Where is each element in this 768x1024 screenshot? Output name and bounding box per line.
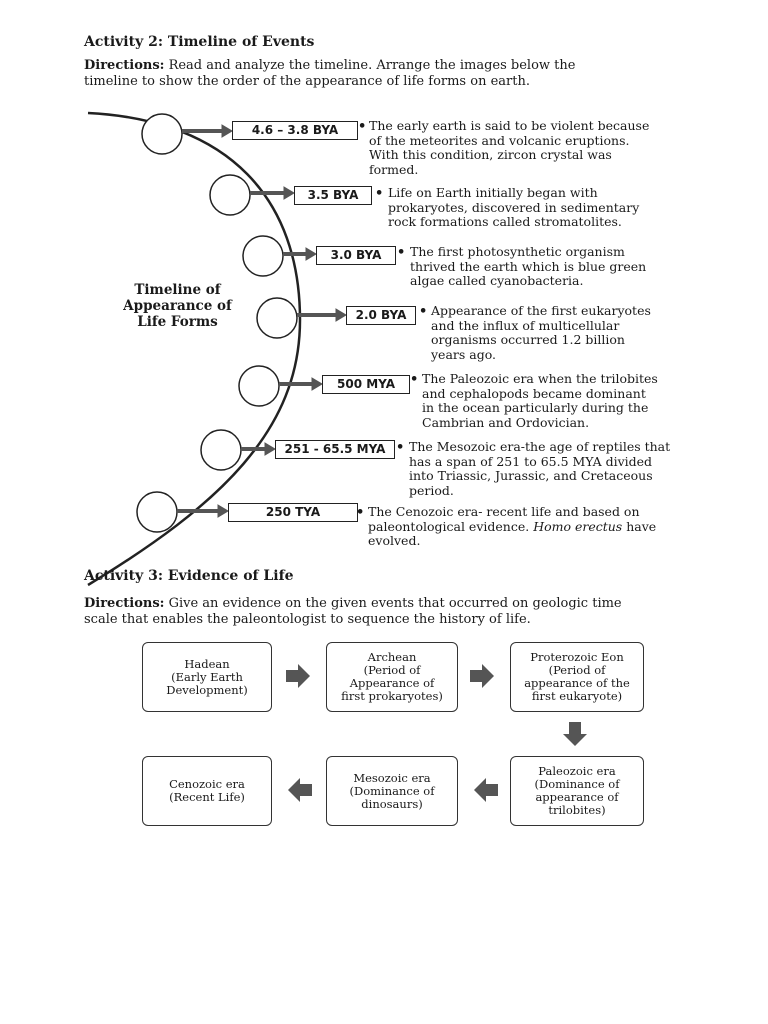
flow-arrow-right-1 [286, 664, 310, 688]
event-6-line4: period. [409, 482, 454, 498]
bullet-7: • [356, 505, 365, 520]
event-3-line1: The first photosynthetic organism [410, 244, 625, 259]
timeline-circle-3 [243, 236, 283, 276]
event-7-line3: evolved. [368, 533, 421, 548]
flow-box-mesozoic [326, 756, 458, 826]
timeline-circle-6 [201, 430, 241, 470]
event-4-line3: organisms occurred 1.2 billion [431, 332, 625, 347]
event-text-2 [388, 186, 678, 230]
event-7-line1: The Cenozoic era- recent life and based on [368, 504, 640, 519]
activity3-directions-label: Directions: [84, 596, 165, 611]
flow-box-mesozoic-title: Mesozoic era [353, 770, 431, 785]
event-text-4 [431, 304, 681, 362]
bullet-6: • [396, 440, 405, 455]
event-4-line2: and the influx of multicellular [431, 317, 620, 333]
event-1-line4: formed. [369, 161, 419, 177]
event-3-line3: algae called cyanobacteria. [410, 273, 584, 288]
flow-box-mesozoic-line2: dinosaurs) [361, 796, 423, 811]
flow-box-proterozoic-line2: appearance of the [524, 676, 630, 690]
event-5-line2: and cephalopods became dominant [422, 385, 646, 401]
event-4-line1: Appearance of the first eukaryotes [431, 303, 651, 318]
event-7-after-italic: have [622, 518, 657, 534]
timeline-circle-4 [257, 298, 297, 338]
event-6-line1: The Mesozoic era-the age of reptiles that [409, 439, 671, 454]
flow-arrow-left-1 [474, 778, 498, 802]
date-box-4: 2.0 BYA [346, 306, 416, 325]
event-text-7 [368, 505, 690, 549]
timeline-title [110, 282, 245, 330]
activity3-directions-line1: Give an evidence on the given events that occurred on geologic time [164, 596, 622, 611]
event-text-6 [409, 440, 689, 498]
date-box-1: 4.6 – 3.8 BYA [232, 121, 358, 140]
flow-arrow-down [563, 722, 587, 746]
bullet-4: • [419, 304, 428, 319]
event-2-line1: Life on Earth initially began with [388, 185, 598, 200]
flow-box-hadean [142, 642, 272, 712]
date-box-3: 3.0 BYA [316, 246, 396, 265]
activity3-heading: Activity 3: Evidence of Life [84, 568, 294, 584]
flow-box-paleozoic-line3: trilobites) [548, 803, 606, 817]
flow-box-paleozoic-line1: (Dominance of [534, 777, 620, 791]
event-2-line3: rock formations called stromatolites. [388, 214, 622, 229]
flow-box-cenozoic [142, 756, 272, 826]
activity2-directions-line1: Read and analyze the timeline. Arrange the images below the [164, 58, 576, 73]
date-box-2: 3.5 BYA [294, 186, 372, 205]
date-box-7: 250 TYA [228, 503, 358, 522]
flow-arrow-left-2 [288, 778, 312, 802]
flow-box-paleozoic-title: Paleozoic era [538, 764, 616, 778]
event-7-line2 [368, 520, 690, 535]
flow-box-proterozoic [510, 642, 644, 712]
flow-box-archean-line3: first prokaryotes) [341, 689, 443, 703]
activity3-directions [84, 596, 684, 628]
flow-arrow-right-2 [470, 664, 494, 688]
flow-box-paleozoic-line2: appearance of [535, 790, 619, 804]
bullet-2: • [375, 186, 384, 201]
event-1-line2: of the meteorites and volcanic eruptions. [369, 132, 630, 148]
event-5-line1: The Paleozoic era when the trilobites [422, 371, 658, 386]
date-box-6: 251 - 65.5 MYA [275, 440, 395, 459]
activity2-heading: Activity 2: Timeline of Events [84, 34, 315, 50]
event-7-line2a: paleontological evidence. [368, 518, 530, 534]
flow-box-cenozoic-line1: (Recent Life) [169, 790, 245, 804]
timeline-title-line3: Life Forms [137, 314, 218, 330]
event-7-italic: Homo erectus [533, 518, 623, 534]
flow-box-cenozoic-title: Cenozoic era [169, 777, 245, 791]
timeline-circle-1 [142, 114, 182, 154]
flow-box-archean-line1: (Period of [363, 663, 421, 677]
bullet-5: • [410, 372, 419, 387]
event-text-5 [422, 372, 678, 430]
timeline-title-line2: Appearance of [123, 298, 232, 314]
flow-box-hadean-title: Hadean [184, 656, 230, 671]
flow-box-mesozoic-line1: (Dominance of [349, 783, 435, 798]
event-1-line1: The early earth is said to be violent because [369, 118, 650, 133]
flow-box-proterozoic-line1: (Period of [548, 663, 606, 677]
event-6-line3: into Triassic, Jurassic, and Cretaceous [409, 468, 653, 483]
event-4-line4: years ago. [431, 346, 497, 362]
event-text-3 [410, 245, 678, 289]
timeline-title-line1: Timeline of [134, 282, 221, 298]
event-text-1 [369, 119, 681, 177]
event-5-line4: Cambrian and Ordovician. [422, 414, 590, 430]
event-3-line2: thrived the earth which is blue green [410, 258, 647, 274]
timeline-circle-7 [137, 492, 177, 532]
flow-box-proterozoic-title: Proterozoic Eon [530, 650, 624, 664]
bullet-1: • [358, 119, 367, 134]
event-2-line2: prokaryotes, discovered in sedimentary [388, 199, 640, 215]
event-6-line2: has a span of 251 to 65.5 MYA divided [409, 453, 653, 469]
timeline-circle-2 [210, 175, 250, 215]
flow-box-paleozoic [510, 756, 644, 826]
flow-box-archean-title: Archean [367, 650, 417, 664]
flow-box-archean [326, 642, 458, 712]
flow-box-hadean-line1: (Early Earth [171, 669, 243, 684]
flow-box-hadean-line2: Development) [166, 682, 248, 697]
event-1-line3: With this condition, zircon crystal was [369, 147, 612, 162]
timeline-circle-5 [239, 366, 279, 406]
event-5-line3: in the ocean particularly during the [422, 400, 649, 415]
activity2-directions-label: Directions: [84, 58, 165, 73]
flow-box-archean-line2: Appearance of [349, 676, 435, 690]
activity2-directions-line2: timeline to show the order of the appearance of life forms on earth. [84, 74, 530, 89]
bullet-3: • [397, 245, 406, 260]
flow-box-proterozoic-line3: first eukaryote) [531, 689, 623, 703]
date-box-5: 500 MYA [322, 375, 410, 394]
activity3-directions-line2: scale that enables the paleontologist to sequence the history of life. [84, 612, 531, 627]
